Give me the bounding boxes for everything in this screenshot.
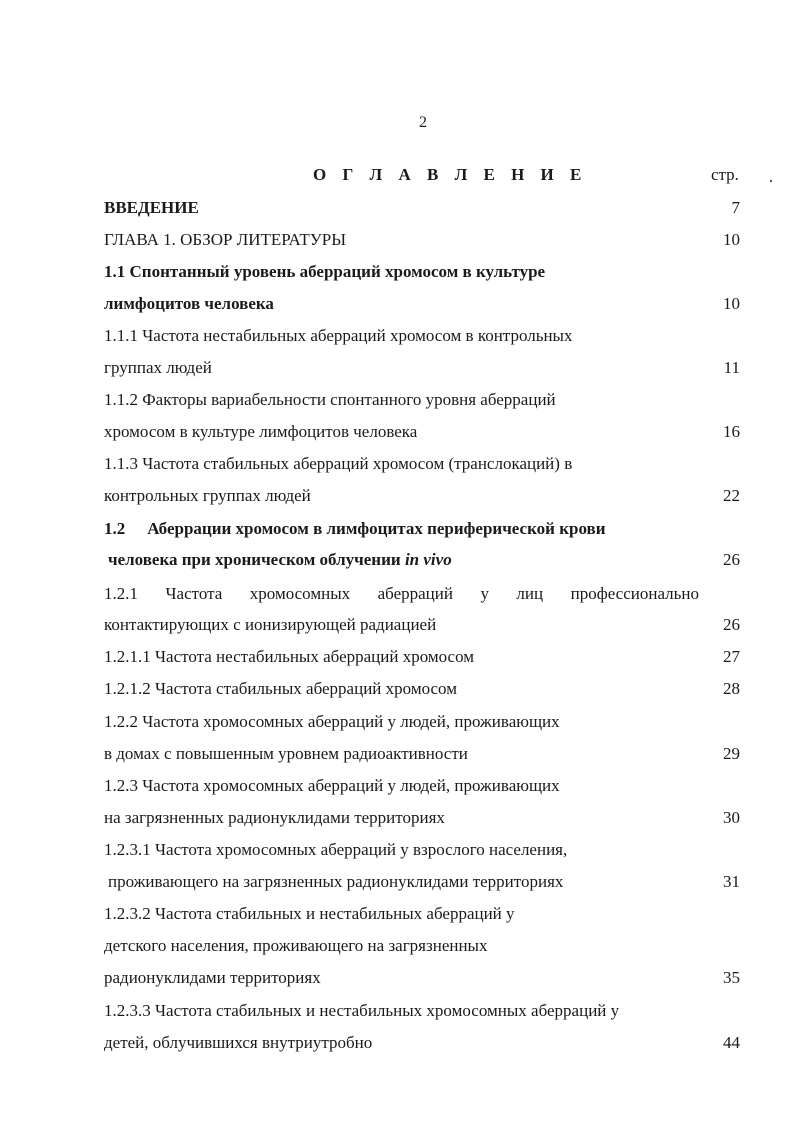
toc-entry-1-2-line-2 <box>108 549 452 571</box>
toc-page-number: 22 <box>723 486 740 505</box>
toc-page-number: 10 <box>723 230 740 249</box>
page-number: 2 <box>419 114 427 131</box>
toc-entry-1-1-1-line-2: группах людей <box>104 358 212 377</box>
section-number: 1.1.2 <box>104 390 138 409</box>
section-title: Аберрации хромосом в лимфоцитах периферической крови <box>147 519 606 538</box>
toc-page-number: 31 <box>723 872 740 891</box>
toc-page-number: 35 <box>723 968 740 987</box>
toc-entry-1-2-3-line-1: 1.2.3 Частота хромосомных аберраций у людей, проживающих <box>104 776 560 795</box>
toc-entry-1-2-3-2-line-3: радионуклидами территориях <box>104 968 321 987</box>
toc-entry-1-2-1-2: 1.2.1.2 Частота стабильных аберраций хромосом <box>104 679 457 698</box>
section-title: Частота нестабильных аберраций хромосом в контрольных <box>142 326 573 345</box>
section-title: человека при хроническом облучении <box>108 550 401 569</box>
toc-entry-1-2-1-line-2: контактирующих с ионизирующей радиацией <box>104 615 437 634</box>
toc-page-number: 10 <box>723 294 740 313</box>
toc-entry-1-2-3-3-line-1: 1.2.3.3 Частота стабильных и нестабильных хромосомных аберраций у <box>104 1001 620 1020</box>
toc-entry-1-2-2-line-2: в домах с повышенным уровнем радиоактивности <box>104 744 468 763</box>
toc-entry-1-1-3-line-2: контрольных группах людей <box>104 486 311 505</box>
toc-entry-1-2-1-1: 1.2.1.1 Частота нестабильных аберраций хромосом <box>104 647 475 666</box>
toc-entry-1-2-2-line-1: 1.2.2 Частота хромосомных аберраций у людей, проживающих <box>104 712 560 731</box>
in-vivo-term: in vivo <box>404 550 452 569</box>
section-title: Факторы вариабельности спонтанного уровня аберраций <box>142 390 556 409</box>
toc-entry-1-1-line-2: лимфоцитов человека <box>104 294 274 313</box>
section-number: 1.1.3 <box>104 454 138 473</box>
toc-entry-1-1-1-line-1 <box>104 325 572 347</box>
toc-entry-introduction: ВВЕДЕНИЕ <box>104 198 199 217</box>
toc-title: О Г Л А В Л Е Н И Е <box>313 165 588 184</box>
toc-entry-1-2-3-2-line-1: 1.2.3.2 Частота стабильных и нестабильных аберраций у <box>104 904 515 923</box>
toc-entry-1-2-3-2-line-2: детского населения, проживающего на загрязненных <box>104 936 488 955</box>
toc-entry-1-1-2-line-1 <box>104 389 556 411</box>
toc-entry-1-2-3-3-line-2: детей, облучившихся внутриутробно <box>104 1033 373 1052</box>
toc-page-number: 11 <box>723 358 740 377</box>
toc-page-number: 29 <box>723 744 740 763</box>
scan-dot <box>770 180 772 182</box>
toc-entry-1-2-3-1-line-1: 1.2.3.1 Частота хромосомных аберраций у взрослого населения, <box>104 840 568 859</box>
toc-page-number: 44 <box>723 1033 740 1052</box>
toc-entry-1-1-2-line-2: хромосом в культуре лимфоцитов человека <box>104 422 418 441</box>
toc-page-number: 27 <box>723 647 740 666</box>
section-number: 1.1.1 <box>104 326 138 345</box>
toc-entry-1-2-line-1 <box>104 518 606 540</box>
section-title: Частота стабильных аберраций хромосом (транслокаций) в <box>142 454 573 473</box>
toc-page-number: 26 <box>723 550 740 569</box>
toc-page-number: 26 <box>723 615 740 634</box>
toc-page-number: 30 <box>723 808 740 827</box>
toc-entry-1-2-3-line-2: на загрязненных радионуклидами территориях <box>104 808 445 827</box>
page-column-label: стр. <box>711 165 739 184</box>
toc-page-number: 7 <box>731 198 740 217</box>
toc-page-number: 28 <box>723 679 740 698</box>
toc-entry-1-2-3-1-line-2: проживающего на загрязненных радионуклидами территориях <box>108 872 564 891</box>
section-number: 1.2 <box>104 519 126 538</box>
toc-entry-1-2-1-line-1: 1.2.1 Частота хромосомных аберраций у лиц профессионально <box>104 584 699 603</box>
toc-page-number: 16 <box>723 422 740 441</box>
toc-entry-1-1-3-line-1 <box>104 453 572 475</box>
toc-entry-1-1-line-1: 1.1 Спонтанный уровень аберраций хромосом в культуре <box>104 262 546 281</box>
toc-entry-chapter-1: ГЛАВА 1. ОБЗОР ЛИТЕРАТУРЫ <box>104 230 347 249</box>
